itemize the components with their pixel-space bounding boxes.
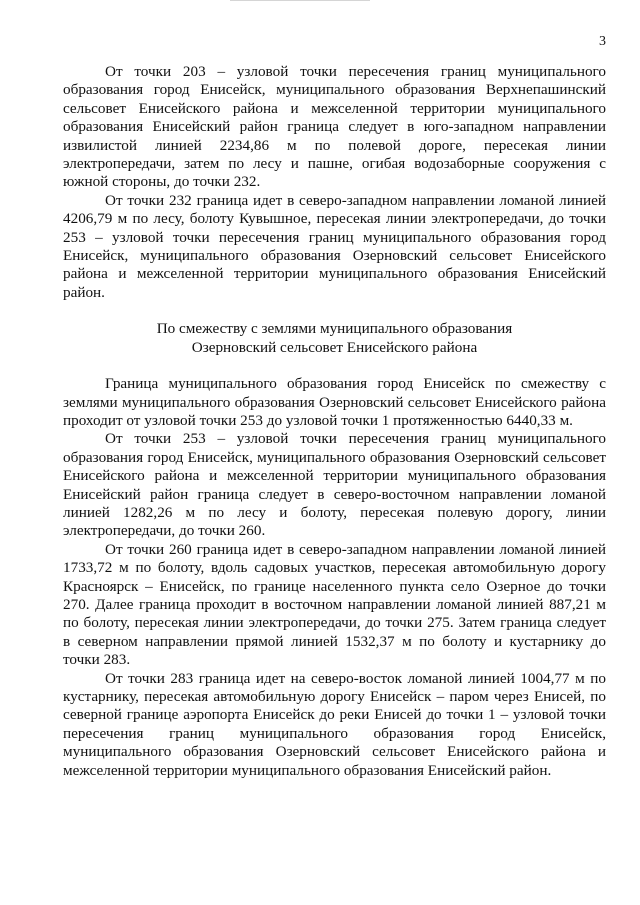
paragraph-boundary-length: Граница муниципального образования город Енисейск по смежеству с землями муниципального образования Озерновский сельсовет Енисейского района проходит от узловой точки 253 до узловой точки 1 протяженностью 6440,33 м. (63, 375, 606, 429)
paragraph-point-203: От точки 203 – узловой точки пересечения границ муниципального образования город Енисейск, муниципального образования Верхнепашинский сельсовет Енисейского района и межселенной территории муниципального образования Енисейский район граница следует в юго-западном направлении извилистой линией 2234,86 м по полевой дороге, пересекая линии электропередачи, затем по лесу и пашне, огибая водозаборные сооружения с южной стороны, до точки 232. (63, 63, 606, 191)
section-heading (63, 320, 606, 357)
paragraph-point-232: От точки 232 граница идет в северо-западном направлении ломаной линией 4206,79 м по лесу, болоту Кувышное, пересекая линии электропередачи, до точки 253 – узловой точки пересечения границ муниципального образования город Енисейск, муниципального образования Озерновский сельсовет Енисейского района и межселенной территории муниципального образования Енисейский район. (63, 191, 606, 301)
page-number: 3 (599, 34, 606, 49)
section-heading-line-2: Озерновский сельсовет Енисейского района (191, 338, 478, 356)
paragraph-point-283: От точки 283 граница идет на северо-восток ломаной линией 1004,77 м по кустарнику, пересекая автомобильную дорогу Енисейск – паром через Енисей, по северной границе аэропорта Енисейск до реки Енисей до точки 1 – узловой точки пересечения границ муниципального образования город Енисейск, муниципального образования Озерновский сельсовет Енисейского района и межселенной территории муниципального образования Енисейский район. (63, 669, 606, 779)
document-body (63, 63, 606, 780)
scan-edge-mark (230, 0, 370, 3)
section-heading-line-1: По смежеству с землями муниципального образования (156, 320, 513, 338)
paragraph-point-260: От точки 260 граница идет в северо-западном направлении ломаной линией 1733,72 м по болоту, вдоль садовых участков, пересекая автомобильную дорогу Красноярск – Енисейск, по границе населенного пункта село Озерное до точки 270. Далее граница проходит в восточном направлении ломаной линией 887,21 м по болоту, пересекая линии электропередачи, до точки 275. Затем граница следует в северном направлении прямой линией 1532,37 м по болоту и кустарнику до точки 283. (63, 540, 606, 669)
paragraph-point-253: От точки 253 – узловой точки пересечения границ муниципального образования город Енисейск, муниципального образования Озерновский сельсовет Енисейского района и межселенной территории муниципального образования Енисейский район граница следует в северо-восточном направлении ломаной линией 1282,26 м по лесу и болоту, пересекая полевую дорогу, линии электропередачи, до точки 260. (63, 430, 606, 540)
